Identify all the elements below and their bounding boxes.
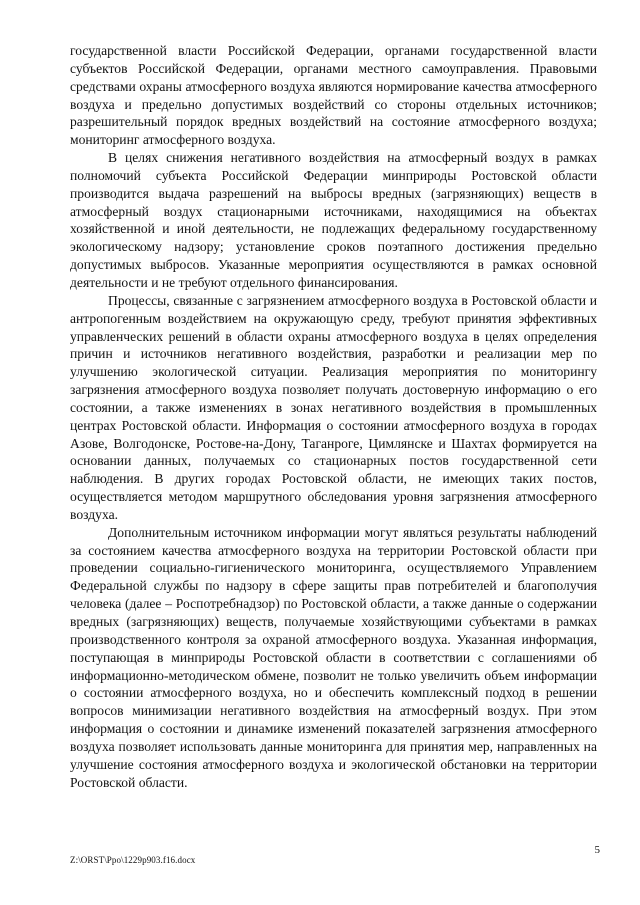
page-number: 5 bbox=[594, 844, 600, 856]
paragraph: В целях снижения негативного воздействия на атмосферный воздух в рамках полномочий субъекта Российской Федерации минприроды Ростовской области производится выдача разрешений на выбросы вредных (загрязняющих) веществ в атмосферный воздух стационарными источниками, находящимися на объектах хозяйственной и иной деятельности, не подлежащих федеральному государственному экологическому надзору; установление сроков поэтапного достижения предельно допустимых выбросов. Указанные мероприятия осуществляются в рамках основной деятельности и не требуют отдельного финансирования. bbox=[70, 150, 597, 290]
paragraph-continued: государственной власти Российской Федерации, органами государственной власти субъектов Российской Федерации, органами местного самоуправления. Правовыми средствами охраны атмосферного воздуха являются нормирование качества атмосферного воздуха и предельно допустимых воздействий со стороны отдельных источников; разрешительный порядок вредных воздействий на состояние атмосферного воздуха; мониторинг атмосферного воздуха. bbox=[70, 43, 597, 148]
footer-file-path: Z:\ORST\Ppo\1229p903.f16.docx bbox=[70, 855, 196, 865]
paragraph: Дополнительным источником информации могут являться результаты наблюдений за состоянием качества атмосферного воздуха на территории Ростовской области при проведении социально-гигиенического мониторинга, осуществляемого Управлением Федеральной службы по надзору в сфере защиты прав потребителей и благополучия человека (далее – Роспотребнадзор) по Ростовской области, а также данные о содержании вредных (загрязняющих) веществ, получаемые хозяйствующими субъектами в рамках производственного контроля за охраной атмосферного воздуха. Указанная информация, поступающая в минприроды Ростовской области в соответствии с соглашениями об информационно-методическом обмене, позволит не только увеличить объем информации о состоянии атмосферного воздуха, но и обеспечить комплексный подход в решении вопросов минимизации негативного воздействия на атмосферный воздух. При этом информация о состоянии и динамике изменений показателей загрязнения атмосферного воздуха позволяет использовать данные мониторинга для принятия мер, направленных на улучшение состояния атмосферного воздуха и экологической обстановки на территории Ростовской области. bbox=[70, 524, 597, 790]
document-body bbox=[70, 42, 597, 791]
paragraph: Процессы, связанные с загрязнением атмосферного воздуха в Ростовской области и антропогенным воздействием на окружающую среду, требуют принятия эффективных управленческих решений в области охраны атмосферного воздуха в целях определения причин и источников негативного воздействия, разработки и реализации мер по улучшению экологической ситуации. Реализация мероприятия по мониторингу загрязнения атмосферного воздуха позволяет получать достоверную информацию о его состоянии, а также изменениях в зонах негативного воздействия в промышленных центрах Ростовской области. Информация о состоянии атмосферного воздуха в городах Азове, Волгодонске, Ростове-на-Дону, Таганроге, Цимлянске и Шахтах формируется на основании данных, получаемых со стационарных постов государственной сети наблюдения. В других городах Ростовской области, не имеющих таких постов, осуществляется методом маршрутного обследования уровня загрязнения атмосферного воздуха. bbox=[70, 292, 597, 522]
